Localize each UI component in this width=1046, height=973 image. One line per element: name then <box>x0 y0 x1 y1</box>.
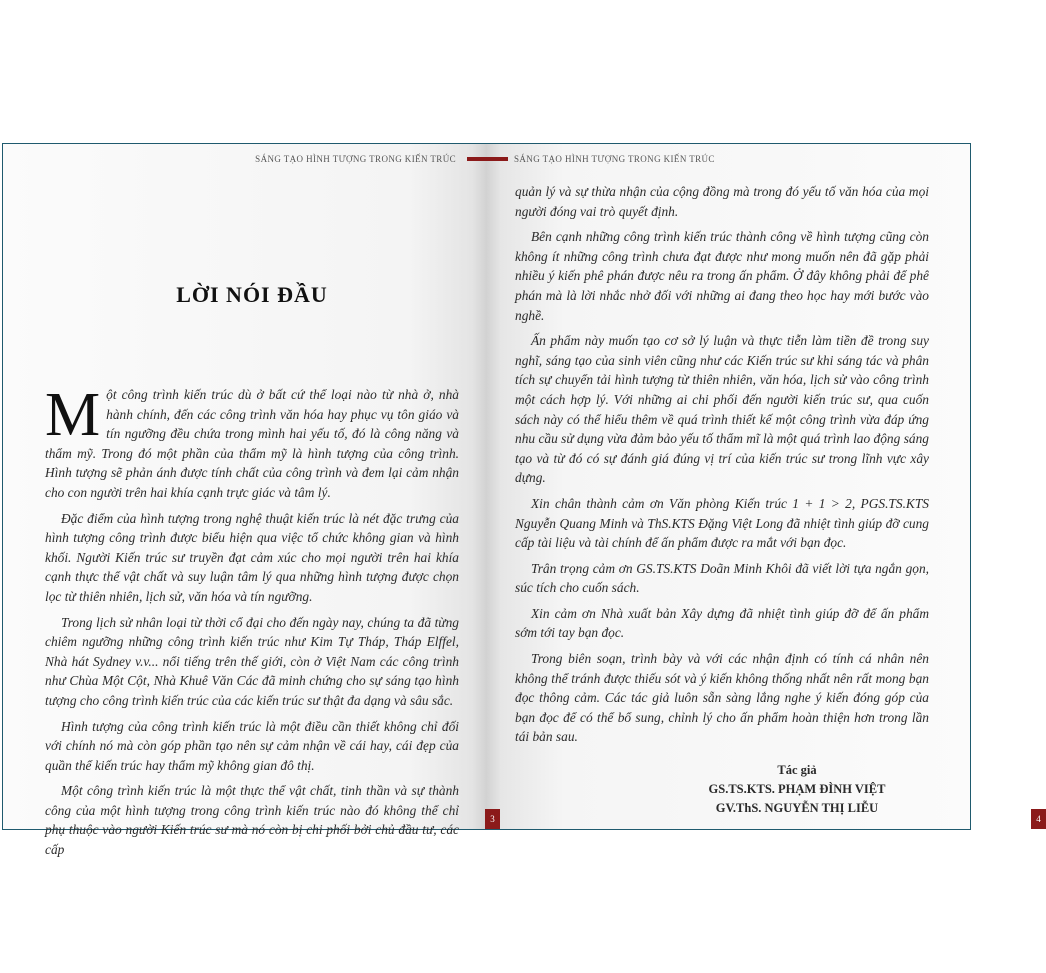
paragraph: Một công trình kiến trúc dù ở bất cứ thể loại nào từ nhà ở, nhà hành chính, đến các công trình văn hóa hay phục vụ tôn giáo và tín ngưỡng đều chứa trong mình hai yếu tố, đó là công năng và thẩm mỹ. Trong đó một phần của thẩm mỹ là hình tượng của công trình. Hình tượng sẽ phản ánh được tính chất của công trình và đem lại cảm nhận cho con người trên hai khía cạnh trực giác và tâm lý. <box>45 381 459 500</box>
page-title: LỜI NÓI ĐẦU <box>176 282 328 307</box>
right-page <box>515 144 1041 829</box>
drop-cap: M <box>45 381 101 449</box>
page-number-right: 4 <box>1031 809 1046 829</box>
paragraph: Xin cảm ơn Nhà xuất bản Xây dựng đã nhiệt tình giúp đỡ để ấn phẩm sớm tới tay bạn đọc. <box>515 605 929 641</box>
paragraph: Bên cạnh những công trình kiến trúc thành công về hình tượng cũng còn không ít những công trình chưa đạt được như mong muốn nên đã gặp phải nhiều ý kiến phê phán được nêu ra trong ấn phẩm. Ở đây không phải để phê phán mà là lời nhắc nhở đối với những ai đang theo học hay mới bước vào nghề. <box>515 229 929 323</box>
author-name: GV.ThS. NGUYỄN THỊ LIỄU <box>715 801 879 816</box>
paragraph: Xin chân thành cảm ơn Văn phòng Kiến trúc 1 + 1 > 2, PGS.TS.KTS Nguyễn Quang Minh và ThS.KTS Đặng Việt Long đã nhiệt tình giúp đỡ cung cấp tài liệu và tài chính để ấn phẩm được ra mắt với bạn đọc. <box>515 495 929 551</box>
author-name: GS.TS.KTS. PHẠM ĐÌNH VIỆT <box>708 782 886 797</box>
paragraph: Một công trình kiến trúc là một thực thể vật chất, tinh thần và sự thành công của một hình tượng trong công trình kiến trúc nào đó không thể chỉ phụ thuộc vào người Kiến trúc sư mà nó còn bị chi phối bởi chủ đầu tư, các cấp <box>45 783 459 858</box>
page-number-left: 3 <box>485 809 500 829</box>
signature-label: Tác giả <box>777 763 817 778</box>
paragraph: Trong biên soạn, trình bày và với các nhận định có tính cá nhân nên không thể tránh được thiếu sót và ý kiến không thống nhất nên rất mong bạn đọc thông cảm. Các tác giả luôn sẵn sàng lắng nghe ý kiến đóng góp của bạn đọc để có thể bổ sung, chỉnh lý cho ấn phẩm hoàn thiện hơn trong lần tái bản sau. <box>515 651 929 745</box>
paragraph: Ấn phẩm này muốn tạo cơ sở lý luận và thực tiễn làm tiền đề trong suy nghĩ, sáng tạo của sinh viên cũng như các Kiến trúc sư khi sáng tác và phân tích sự chuyển tải hình tượng từ thiên nhiên, văn hóa, lịch sử vào công trình một cách hợp lý. Với những ai chi phối đến người kiến trúc sư, qua cuốn sách này có thể hiểu thêm về quá trình thiết kế một công trình vừa đáp ứng nhu cầu sử dụng vừa đảm bảo yếu tố thẩm mĩ là một quá trình lao động sáng tạo và từ đó có sự đánh giá đúng vị trí của kiến trúc sư trong lĩnh vực xây dựng. <box>515 333 929 486</box>
paragraph: Trân trọng cảm ơn GS.TS.KTS Doãn Minh Khôi đã viết lời tựa ngắn gọn, súc tích cho cuốn sách. <box>515 560 929 596</box>
paragraph: Hình tượng của công trình kiến trúc là một điều cần thiết không chỉ đối với chính nó mà còn góp phần tạo nên sự cảm nhận về cái hay, cái đẹp của quần thể kiến trúc hay thẩm mỹ không gian đô thị. <box>45 718 459 773</box>
paragraph: Trong lịch sử nhân loại từ thời cổ đại cho đến ngày nay, chúng ta đã từng chiêm ngưỡng những công trình kiến trúc như Kim Tự Tháp, Tháp Elffel, Nhà hát Sydney v.v... nổi tiếng trên thế giới, còn ở Việt Nam các công trình như Chùa Một Cột, Nhà Khuê Văn Các đã minh chứng cho sự sáng tạo hình tượng cho công trình kiến trúc của các kiến trúc sư thật đa dạng và sâu sắc. <box>45 614 459 708</box>
left-page <box>45 144 495 858</box>
signature-block <box>515 761 929 818</box>
book-spread <box>2 143 1041 858</box>
running-title-left: SÁNG TẠO HÌNH TƯỢNG TRONG KIẾN TRÚC <box>255 154 456 164</box>
left-page-body <box>45 381 459 866</box>
running-title-right: SÁNG TẠO HÌNH TƯỢNG TRONG KIẾN TRÚC <box>514 154 715 164</box>
header-accent-bar <box>467 157 508 161</box>
right-page-body <box>515 182 929 818</box>
paragraph: quản lý và sự thừa nhận của cộng đồng mà trong đó yếu tố văn hóa của mọi người đóng vai trò quyết định. <box>515 184 929 219</box>
paragraph: Đặc điểm của hình tượng trong nghệ thuật kiến trúc là nét đặc trưng của hình tượng công trình được biểu hiện qua việc tổ chức không gian và hình khối. Người Kiến trúc sư truyền đạt cảm xúc cho mọi người trên hai khía cạnh thực thể vật chất và suy luận tâm lý qua những hình tượng được chọn lọc từ thiên nhiên, lịch sử, văn hóa và tín ngưỡng. <box>45 510 459 604</box>
